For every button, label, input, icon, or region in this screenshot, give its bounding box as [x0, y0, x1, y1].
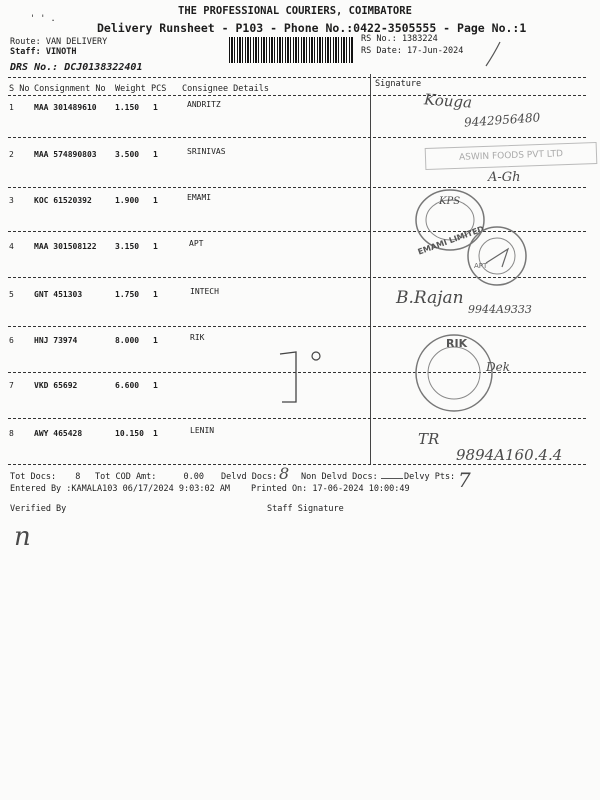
row-pcs: 1 — [153, 336, 158, 345]
signature-8-name: TR — [418, 430, 440, 448]
delivered-docs-mark: 8 — [279, 464, 290, 483]
row-weight: 1.900 — [115, 196, 140, 205]
rik-stamp-text: RIK — [446, 337, 468, 350]
dash-mark — [381, 478, 403, 479]
signature-5-phone: 9944A9333 — [468, 303, 532, 316]
row-consignment: GNT 451303 — [34, 290, 83, 299]
non-delivered-docs-label: Non Delvd Docs: — [301, 472, 378, 482]
row-consignee: ANDRITZ — [187, 100, 221, 109]
row-sno: 5 — [9, 290, 14, 299]
row-consignment: AWY 465428 — [34, 429, 83, 438]
row-consignee: SRINIVAS — [187, 147, 226, 156]
delivered-docs-label: Delvd Docs: — [221, 472, 278, 482]
rule — [8, 418, 586, 419]
signature-1-name: Kouga — [423, 90, 473, 112]
row-weight: 1.150 — [115, 103, 140, 112]
barcode — [229, 37, 354, 63]
total-docs-value: 8 — [75, 472, 81, 482]
row-consignee: EMAMI — [187, 193, 212, 202]
rule — [8, 137, 586, 138]
signature-8-phone: 9894A160.4.4 — [456, 446, 563, 464]
staff: Staff: VINOTH — [10, 47, 77, 57]
row-consignee: RIK — [190, 333, 205, 342]
row-weight: 8.000 — [115, 336, 140, 345]
apt-stamp-text: APT — [474, 262, 488, 270]
company-name: THE PROFESSIONAL COURIERS, COIMBATORE — [178, 5, 412, 17]
row-weight: 10.150 — [115, 429, 144, 438]
handwritten-slash — [476, 38, 506, 68]
signature-1-phone: 9442956480 — [463, 110, 541, 130]
signature-5-name: B.Rajan — [396, 288, 464, 308]
emami-stamp-text: EMAMI LIMITED — [416, 224, 486, 257]
signature-6: Dek — [486, 360, 510, 374]
row-weight: 3.150 — [115, 242, 140, 251]
rule — [8, 187, 586, 188]
col-signature: Signature — [375, 79, 422, 89]
row-consignment: HNJ 73974 — [34, 336, 78, 345]
row-consignment: MAA 301489610 — [34, 103, 97, 112]
rule — [8, 464, 586, 465]
row-sno: 1 — [9, 103, 14, 112]
printed-on: Printed On: 17-06-2024 10:00:49 — [251, 484, 410, 494]
row-pcs: 1 — [153, 196, 158, 205]
row-weight: 1.750 — [115, 290, 140, 299]
rs-date: RS Date: 17-Jun-2024 — [361, 46, 464, 56]
row-consignee: INTECH — [190, 287, 219, 296]
stamp-initials: KPS — [439, 196, 461, 207]
delivery-points-value: 7 — [458, 468, 471, 492]
rule — [8, 77, 586, 78]
apt-stamp-icon — [464, 223, 530, 289]
rs-number: RS No.: 1383224 — [361, 34, 438, 44]
row-consignment: KOC 61520392 — [34, 196, 92, 205]
runsheet-subtitle: Delivery Runsheet - P103 - Phone No.:0422-3505555 - Page No.:1 — [97, 21, 527, 35]
row-sno: 7 — [9, 381, 14, 390]
top-marks: ' ' . — [30, 14, 56, 24]
row-sno: 4 — [9, 242, 14, 251]
bracket-mark-icon — [272, 346, 332, 408]
col-weight: Weight — [115, 84, 146, 94]
total-cod-label: Tot COD Amt: — [95, 472, 157, 482]
row-weight: 6.600 — [115, 381, 140, 390]
rule — [8, 95, 586, 96]
row-sno: 8 — [9, 429, 14, 438]
row-sno: 3 — [9, 196, 14, 205]
total-cod-value: 0.00 — [183, 472, 205, 482]
row-consignment: MAA 301508122 — [34, 242, 97, 251]
total-docs — [10, 472, 80, 482]
row-weight: 3.500 — [115, 150, 140, 159]
drs-value: DCJ0138322401 — [64, 62, 143, 73]
entered-by: Entered By :KAMALA103 06/17/2024 9:03:02 AM — [10, 484, 231, 494]
row-pcs: 1 — [153, 242, 158, 251]
row-pcs: 1 — [153, 150, 158, 159]
total-cod — [95, 472, 204, 482]
company-stamp: ASWIN FOODS PVT LTD — [425, 142, 598, 170]
row-consignment: MAA 574890803 — [34, 150, 97, 159]
total-docs-label: Tot Docs: — [10, 472, 57, 482]
row-sno: 2 — [9, 150, 14, 159]
verified-by-mark: n — [14, 522, 31, 552]
drs-label: DRS No.: — [10, 62, 59, 73]
col-sno: S No — [9, 84, 30, 94]
row-consignee: LENIN — [190, 426, 215, 435]
row-sno: 6 — [9, 336, 14, 345]
row-pcs: 1 — [153, 429, 158, 438]
row-pcs: 1 — [153, 381, 158, 390]
route: Route: VAN DELIVERY — [10, 37, 108, 47]
col-consignee: Consignee Details — [182, 84, 269, 94]
rule — [8, 326, 586, 327]
row-consignment: VKD 65692 — [34, 381, 78, 390]
row-pcs: 1 — [153, 103, 158, 112]
row-pcs: 1 — [153, 290, 158, 299]
staff-signature-label: Staff Signature — [267, 504, 344, 514]
signature-column-divider — [370, 74, 371, 464]
verified-by-label: Verified By — [10, 504, 67, 514]
drs-number — [10, 62, 142, 73]
delivery-points-label: Delvy Pts: — [404, 472, 456, 482]
col-pcs: PCS — [151, 84, 167, 94]
signature-2: A-Gh — [488, 170, 521, 185]
col-consignment: Consignment No — [34, 84, 106, 94]
row-consignee: APT — [189, 239, 204, 248]
